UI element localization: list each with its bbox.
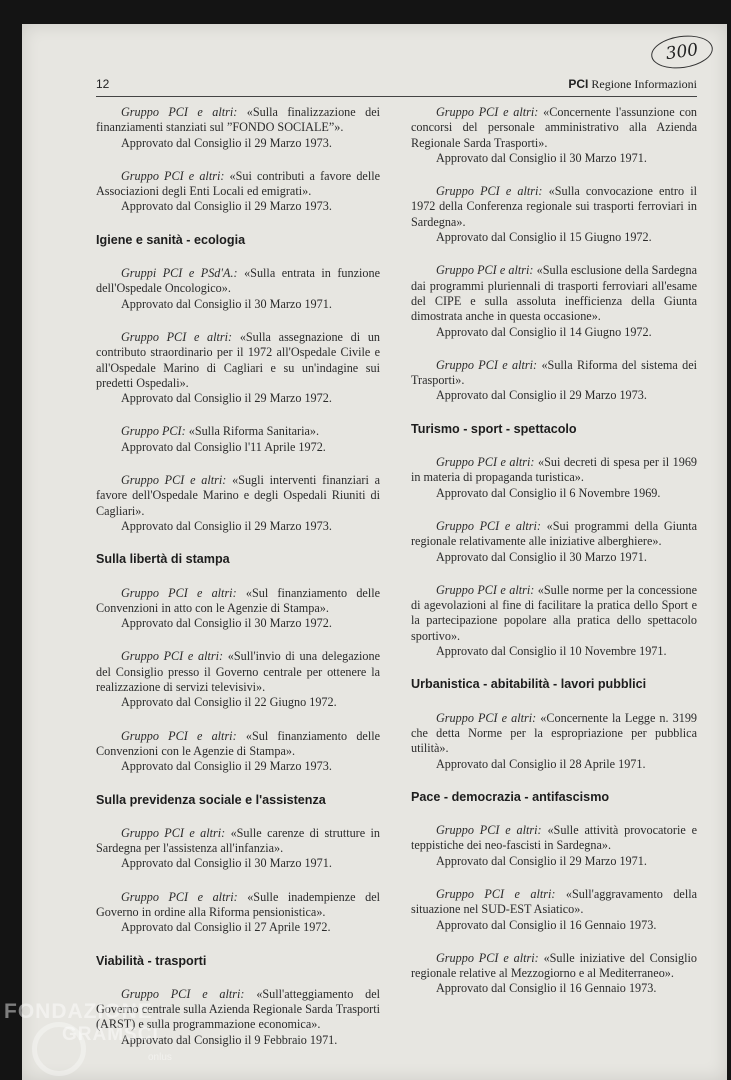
motion-entry	[411, 263, 697, 339]
running-header	[96, 76, 697, 97]
motion-entry	[96, 473, 380, 534]
motion-text	[96, 649, 380, 695]
motion-title: «Sulla entrata in funzione dell'Ospedale Oncologico».	[96, 266, 381, 296]
motion-title: «Sull'invio di una delegazione del Consiglio presso il Governo centrale per ottenere la realizzazione di servizi televisivi».	[96, 649, 381, 695]
section-heading: Sulla previdenza sociale e l'assistenza	[96, 792, 326, 807]
motion-text	[96, 105, 380, 136]
motion-text	[411, 583, 697, 644]
approval-line: Approvato dal Consiglio il 30 Marzo 1972.	[121, 616, 332, 631]
motion-title: «Sulle carenze di strutture in Sardegna per l'assistenza all'infanzia».	[96, 825, 381, 856]
motion-text	[411, 105, 697, 151]
left-column	[96, 105, 380, 1066]
motion-entry	[411, 519, 697, 565]
motion-author: Gruppo PCI e altri:	[436, 582, 535, 597]
motion-entry	[411, 887, 697, 933]
motion-author: Gruppo PCI e altri:	[436, 823, 542, 838]
motion-author: Gruppo PCI e altri:	[436, 184, 543, 199]
motion-entry	[411, 823, 697, 869]
motion-author: Gruppo PCI e altri:	[121, 649, 224, 664]
right-column	[411, 105, 697, 1015]
motion-author: Gruppo PCI e altri:	[121, 329, 233, 344]
motion-entry	[96, 266, 380, 312]
motion-title: «Sul finanziamento delle Convenzioni con le Agenzie di Stampa».	[96, 728, 381, 758]
watermark-line-3: onlus	[148, 1052, 172, 1063]
approval-line: Approvato dal Consiglio il 6 Novembre 1969.	[436, 485, 661, 500]
motion-title: «Sugli interventi finanziari a favore dell'Ospedale Marino e degli Ospedali Riuniti di Cagliari».	[96, 473, 381, 518]
approval-line: Approvato dal Consiglio il 16 Gennaio 1973.	[436, 917, 657, 932]
motion-author: Gruppo PCI e altri:	[121, 473, 227, 488]
motion-title: «Concernente la Legge n. 3199 che detta Norme per la espropriazione per pubblica utilità».	[411, 710, 698, 756]
motion-author: Gruppo PCI e altri:	[121, 105, 238, 119]
motion-title: «Sulle norme per la concessione di agevolazioni al fine di facilitare la pratica dello Sport e la partecipazione popolare alla pratica dello spettacolo sportivo».	[411, 582, 698, 643]
motion-title: «Sul finanziamento delle Convenzioni in atto con le Agenzie di Stampa».	[96, 585, 381, 615]
page-number: 12	[96, 77, 110, 91]
watermark-line-1: FONDAZIONE	[4, 1000, 153, 1023]
motion-text	[411, 823, 697, 854]
motion-entry	[411, 455, 697, 501]
motion-entry	[96, 586, 380, 632]
motion-text	[96, 586, 380, 617]
motion-entry	[411, 105, 697, 166]
motion-title: «Sulla esclusione della Sardegna dai programmi pluriennali di trasporti ferroviari all'esame del CIPE e sulla assoluta inefficienza della Giunta dimostrata anche in questa occasione».	[411, 263, 698, 324]
motion-author: Gruppo PCI e altri:	[121, 889, 238, 904]
approval-line: Approvato dal Consiglio il 27 Aprile 1972.	[121, 920, 331, 935]
approval-line: Approvato dal Consiglio il 29 Marzo 1973.	[436, 388, 647, 403]
motion-text	[96, 826, 380, 857]
motion-author: Gruppo PCI e altri:	[436, 105, 539, 119]
handwritten-page-annotation: 300	[649, 32, 715, 72]
approval-line: Approvato dal Consiglio il 30 Marzo 1971.	[121, 856, 332, 871]
approval-line: Approvato dal Consiglio il 10 Novembre 1971.	[436, 644, 667, 659]
motion-text	[411, 711, 697, 757]
approval-line: Approvato dal Consiglio il 29 Marzo 1972.	[121, 391, 332, 406]
approval-line: Approvato dal Consiglio il 28 Aprile 1971.	[436, 756, 646, 771]
motion-entry	[96, 890, 380, 936]
motion-entry	[96, 729, 380, 775]
approval-line: Approvato dal Consiglio il 29 Marzo 1973.	[121, 759, 332, 774]
approval-line: Approvato dal Consiglio il 29 Marzo 1973.	[121, 135, 332, 150]
approval-line: Approvato dal Consiglio il 30 Marzo 1971.	[436, 150, 647, 165]
motion-title: «Sull'aggravamento della situazione nel SUD-EST Asiatico».	[411, 886, 698, 917]
section-heading: Pace - democrazia - antifascismo	[411, 789, 610, 804]
motion-author: Gruppo PCI e altri:	[436, 950, 539, 965]
motion-author: Gruppo PCI e altri:	[121, 168, 225, 183]
motion-text	[96, 330, 380, 391]
motion-entry	[411, 711, 697, 772]
motion-text	[411, 519, 697, 550]
motion-author: Gruppo PCI e altri:	[436, 455, 535, 470]
approval-line: Approvato dal Consiglio il 29 Marzo 1973.	[121, 518, 332, 533]
watermark-line-2: GRAMSCI	[62, 1024, 159, 1045]
publication-title-bold: PCI	[568, 77, 589, 91]
motion-entry	[96, 649, 380, 710]
motion-entry	[411, 358, 697, 404]
approval-line: Approvato dal Consiglio il 16 Gennaio 1973.	[436, 981, 657, 996]
motion-title: «Sulla finalizzazione dei finanziamenti stanziati sul ”FONDO SOCIALE”».	[96, 105, 380, 135]
motion-entry	[411, 951, 697, 997]
motion-text	[411, 951, 697, 982]
motion-author: Gruppo PCI e altri:	[436, 357, 538, 372]
motion-title: «Concernente l'assunzione con concorsi del personale amministrativo alla Azienda Regionale Sarda Trasporti».	[411, 105, 698, 150]
approval-line: Approvato dal Consiglio il 22 Giugno 1972.	[121, 695, 337, 710]
publication-title	[568, 77, 697, 92]
approval-line: Approvato dal Consiglio il 15 Giugno 1972.	[436, 230, 652, 245]
motion-text	[96, 424, 380, 439]
motion-entry	[411, 583, 697, 659]
motion-title: «Sulle iniziative del Consiglio regionale relative al Mezzogiorno e al Mediterraneo».	[411, 950, 698, 981]
motion-title: «Sulla Riforma del sistema dei Trasporti».	[411, 357, 697, 388]
motion-text	[96, 169, 380, 200]
motion-author: Gruppo PCI e altri:	[436, 263, 534, 278]
motion-entry	[96, 826, 380, 872]
motion-author: Gruppo PCI e altri:	[121, 728, 237, 743]
motion-title: «Sui contributi a favore delle Associazioni degli Enti Locali ed emigrati».	[96, 168, 381, 199]
motion-author: Gruppo PCI e altri:	[121, 825, 226, 840]
motion-text	[96, 729, 380, 760]
motion-text	[411, 455, 697, 486]
approval-line: Approvato dal Consiglio il 30 Marzo 1971.	[436, 549, 647, 564]
motion-title: «Sulle attività provocatorie e teppistiche dei neo-fascisti in Sardegna».	[411, 823, 698, 853]
motion-title: «Sui programmi della Giunta regionale relativamente alle iniziative alberghiere».	[411, 518, 698, 549]
motion-title: «Sulle inadempienze del Governo in ordine alla Riforma pensionistica».	[96, 889, 381, 919]
motion-entry	[411, 184, 697, 245]
section-heading: Sulla libertà di stampa	[96, 552, 230, 567]
motion-title: «Sull'atteggiamento del Governo centrale sulla Azienda Regionale Sarda Trasporti (ARST) e sulla programmazione economica».	[96, 986, 380, 1032]
approval-line: Approvato dal Consiglio il 30 Marzo 1971.	[121, 296, 332, 311]
archive-watermark	[4, 998, 194, 1078]
motion-author: Gruppi PCI e PSd'A.:	[121, 266, 238, 281]
motion-text	[96, 266, 380, 297]
motion-author: Gruppo PCI e altri:	[121, 585, 237, 600]
publication-title-rest: Regione Informazioni	[591, 77, 697, 91]
motion-entry	[96, 105, 380, 151]
motion-text	[411, 184, 697, 230]
motion-author: Gruppo PCI e altri:	[121, 986, 245, 1001]
motion-entry	[96, 424, 380, 455]
motion-title: «Sulla Riforma Sanitaria».	[188, 424, 320, 439]
motion-title: «Sui decreti di spesa per il 1969 in materia di propaganda turistica».	[411, 455, 698, 485]
document-page	[22, 24, 727, 1080]
motion-author: Gruppo PCI:	[121, 424, 186, 439]
motion-title: «Sulla assegnazione di un contributo straordinario per il 1972 all'Ospedale Civile e all'Ospedale Marino di Cagliari e su un'indagine sui predetti Ospedali».	[96, 329, 381, 390]
approval-line: Approvato dal Consiglio l'11 Aprile 1972.	[121, 439, 326, 454]
section-heading: Urbanistica - abitabilità - lavori pubblici	[411, 677, 647, 692]
approval-line: Approvato dal Consiglio il 29 Marzo 1973.	[121, 199, 332, 214]
section-heading: Igiene e sanità - ecologia	[96, 232, 246, 247]
motion-entry	[96, 330, 380, 406]
motion-title: «Sulla convocazione entro il 1972 della Conferenza regionale sui trasporti ferroviari in Sardegna».	[411, 184, 698, 229]
approval-line: Approvato dal Consiglio il 14 Giugno 1972.	[436, 324, 652, 339]
motion-entry	[96, 169, 380, 215]
motion-text	[411, 263, 697, 324]
section-heading: Turismo - sport - spettacolo	[411, 421, 577, 436]
motion-author: Gruppo PCI e altri:	[436, 886, 556, 901]
motion-text	[411, 887, 697, 918]
approval-line: Approvato dal Consiglio il 29 Marzo 1971.	[436, 853, 647, 868]
motion-text	[411, 358, 697, 389]
motion-author: Gruppo PCI e altri:	[436, 710, 537, 725]
approval-line: Approvato dal Consiglio il 9 Febbraio 1971.	[121, 1032, 338, 1047]
section-heading: Viabilità - trasporti	[96, 953, 207, 968]
motion-text	[96, 473, 380, 519]
motion-author: Gruppo PCI e altri:	[436, 518, 541, 533]
motion-text	[96, 890, 380, 921]
